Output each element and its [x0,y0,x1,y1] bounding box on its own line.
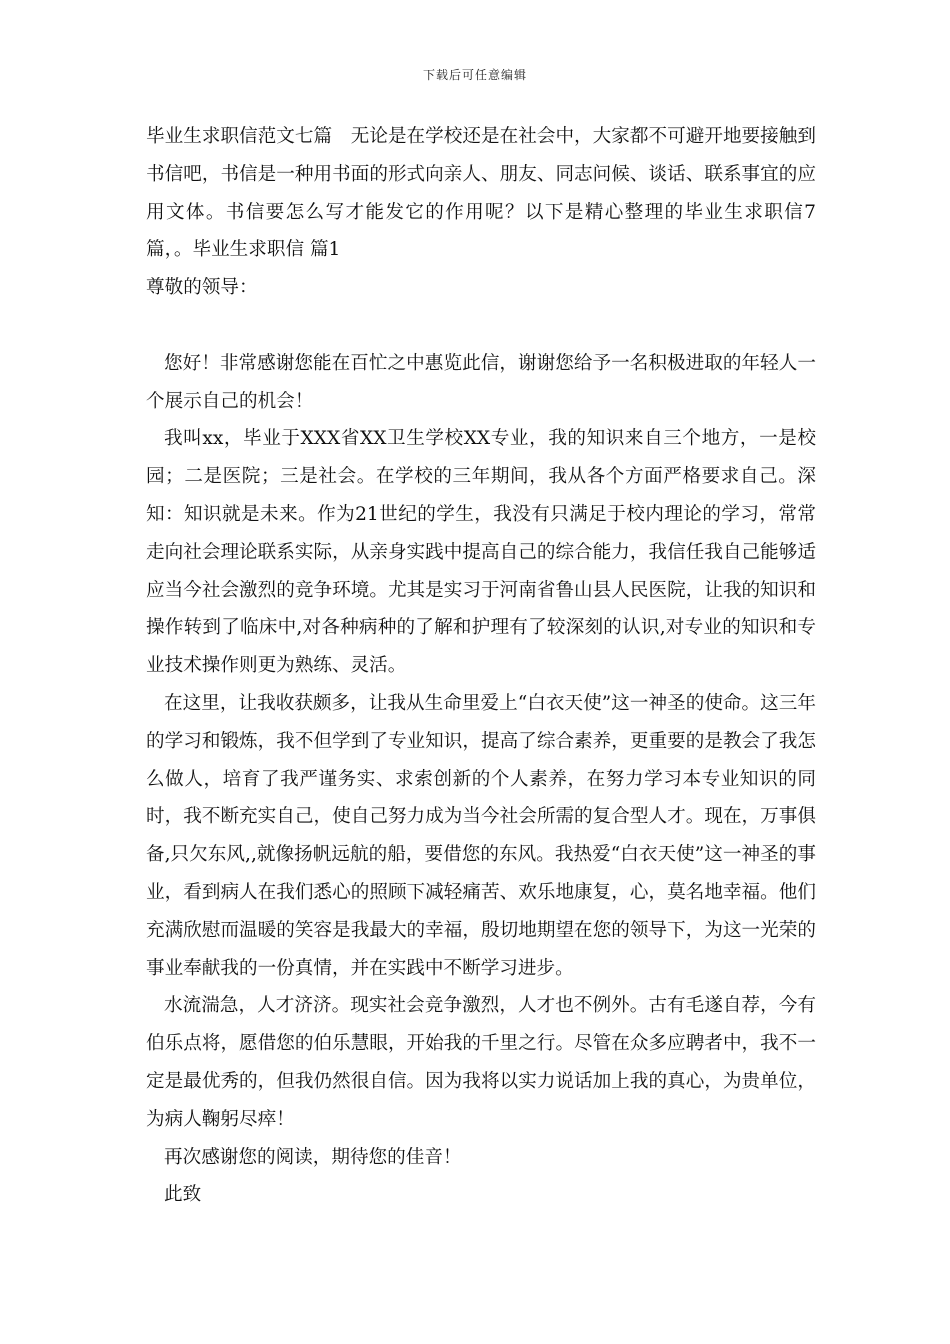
confidence-paragraph: 水流湍急，人才济济。现实社会竞争激烈，人才也不例外。古有毛遂自荐，今有伯乐点将，愿借您的伯乐慧眼，开始我的千里之行。尽管在众多应聘者中，我不一定是最优秀的，但我仍然很自信。因为我将以实力说话加上我的真心，为贵单位，为病人鞠躬尽瘁！ [146,995,816,1130]
intro-paragraph: 毕业生求职信范文七篇 无论是在学校还是在社会中，大家都不可避开地要接触到书信吧，书信是一种用书面的形式向亲人、朋友、同志问候、谈话、联系事宜的应用文体。书信要怎么写才能发它的作用呢？以下是精心整理的毕业生求职信7篇，。毕业生求职信 篇1 [146,126,816,261]
letter-body [146,118,816,1214]
salutation: 尊敬的领导： [146,277,258,299]
thanks-paragraph: 再次感谢您的阅读，期待您的佳音！ [164,1146,462,1168]
growth-paragraph: 在这里，让我收获颇多，让我从生命里爱上“白衣天使”这一神圣的使命。这三年的学习和锻炼，我不但学到了专业知识，提高了综合素养，更重要的是教会了我怎么做人，培育了我严谨务实、求索创新的个人素养，在努力学习本专业知识的同时，我不断充实自己，使自己努力成为当今社会所需的复合型人才。现在，万事俱备,只欠东风,,就像扬帆远航的船，要借您的东风。我热爱“白衣天使”这一神圣的事业，看到病人在我们悉心的照顾下减轻痛苦、欢乐地康复，心，莫名地幸福。他们充满欣慰而温暖的笑容是我最大的幸福，殷切地期望在您的领导下，为这一光荣的事业奉献我的一份真情，并在实践中不断学习进步。 [146,692,816,979]
background-paragraph: 我叫xx，毕业于XXX省XX卫生学校XX专业，我的知识来自三个地方，一是校园；二是医院；三是社会。在学校的三年期间，我从各个方面严格要求自己。深知：知识就是未来。作为21世纪的学生，我没有只满足于校内理论的学习，常常走向社会理论联系实际，从亲身实践中提高自己的综合能力，我信任我自己能够适应当今社会激烈的竞争环境。尤其是实习于河南省鲁山县人民医院，让我的知识和操作转到了临床中,对各种病种的了解和护理有了较深刻的认识,对专业的知识和专业技术操作则更为熟练、灵活。 [146,428,816,677]
blank-line [146,307,816,345]
greeting-paragraph: 您好！非常感谢您能在百忙之中惠览此信，谢谢您给予一名积极进取的年轻人一个展示自己的机会！ [146,352,816,412]
header-note: 下载后可任意编辑 [422,68,527,82]
closing-line: 此致 [164,1184,202,1206]
